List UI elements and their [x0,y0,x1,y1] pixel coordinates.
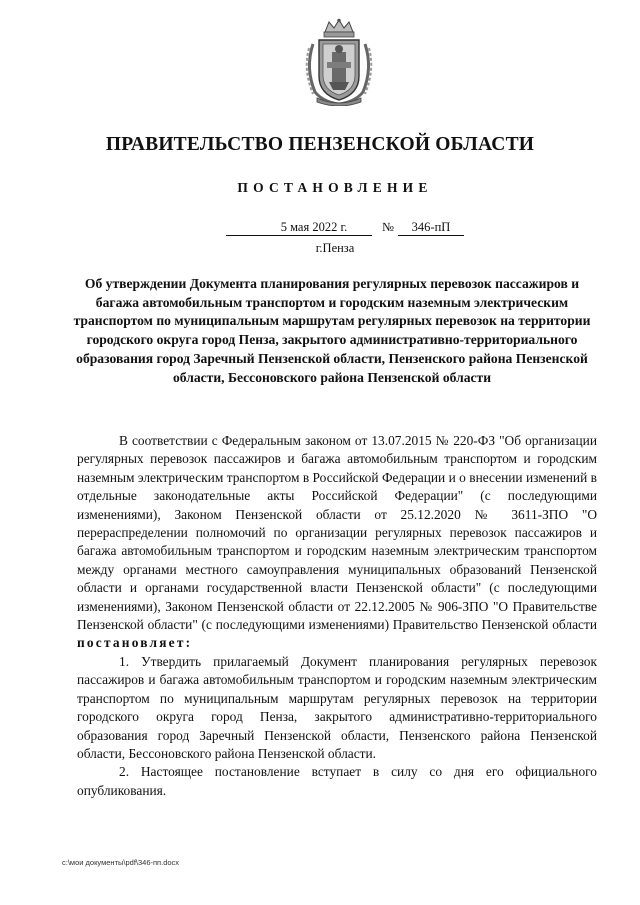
government-title: ПРАВИТЕЛЬСТВО ПЕНЗЕНСКОЙ ОБЛАСТИ [105,134,535,155]
document-type: ПОСТАНОВЛЕНИЕ [237,180,433,195]
item-paragraph-2: 2. Настоящее постановление вступает в силу со дня его официального опубликования. [77,764,597,798]
decree-word: постановляет: [77,635,193,651]
coat-of-arms-icon [303,18,375,106]
document-date: 5 мая 2022 г. [226,220,372,236]
document-number: 346-пП [398,220,464,236]
preamble-paragraph [77,432,597,653]
preamble-text: В соответствии с Федеральным законом от 13.07.2015 № 220-ФЗ "Об организации регулярных перевозок пассажиров и багажа автомобильным транспортом и городским наземным электрическим транспортом в Российской Федерации и о внесении изменений в отдельные законодательные акты Российской Федерации" (с последующими изменениями), Законом Пензенской области от 25.12.2020 № 3611-ЗПО "О перераспределении полномочий по организации регулярных перевозок пассажиров и багажа автомобильным транспортом и городским наземным электрическим транспортом между органами местного самоуправления муниципальных образований Пензенской области и органами государственной власти Пензенской области" (с последующими изменениями), Законом Пензенской области от 22.12.2005 № 906-ЗПО "О Правительстве Пензенской области" (с последующими изменениями) Правительство Пензенской области [77,433,597,633]
footer-file-path: c:\мои документы\pdf\346-пп.docx [62,858,180,867]
document-heading: Об утверждении Документа планирования регулярных перевозок пассажиров и багажа автомобильным транспортом и городским наземным электрическим транспортом по муниципальным маршрутам регулярных перевозок на территории городского округа город Пенза, закрытого административно-территориального образования город Заречный Пензенской области, Пензенского района Пензенской области, Бессоновского района Пензенской области [73,276,591,385]
number-sign: № [382,220,394,234]
city-name: г.Пенза [315,241,355,255]
document-body [77,432,597,800]
item-paragraph-1: 1. Утвердить прилагаемый Документ планирования регулярных перевозок пассажиров и багажа автомобильным транспортом и городским наземным электрическим транспортом по муниципальным маршрутам регулярных перевозок на территории городского округа город Пенза, закрытого административно-территориального образования город Заречный Пензенской области, Пензенского района Пензенской области, Бессоновского района Пензенской области. [77,653,597,761]
